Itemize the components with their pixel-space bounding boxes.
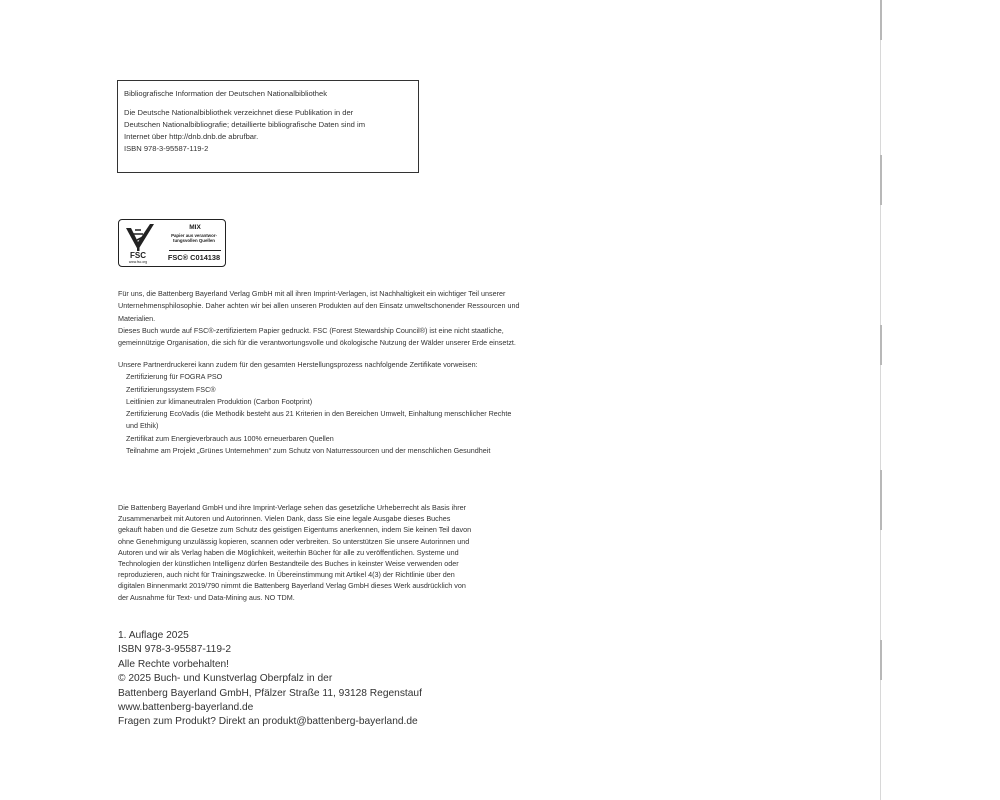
copyright-line: der Ausnahme für Text- und Data-Mining aus. NO TDM. [118,592,295,602]
website-link[interactable]: www.battenberg-bayerland.de [118,702,254,714]
sustainability-line: Unternehmensphilosophie. Daher achten wir bei allen unseren Produkten auf den Einsatz umweltschonender Ressourcen und [118,301,520,311]
fsc-url: www.fsc.org [128,260,148,264]
fsc-source-line: tungsvollen Quellen [173,238,215,244]
rule-tick [880,0,882,40]
certificate-item-continuation: und Ethik) [126,421,159,431]
certificate-item: Zertifizierung für FOGRA PSO [126,372,223,382]
page-edge-rule [880,0,881,800]
fsc-divider [169,250,221,251]
bibliographic-info-box [117,80,419,173]
isbn-line: ISBN 978-3-95587-119-2 [118,644,232,656]
sustainability-line: Dieses Buch wurde auf FSC®-zertifiziertem Papier gedruckt. FSC (Forest Stewardship Council®) ist eine nicht staatliche, [118,325,504,335]
publisher-address-line: Battenberg Bayerland GmbH, Pfälzer Straße 11, 93128 Regenstauf [118,687,422,699]
sustainability-paragraph [118,288,520,349]
rule-tick [880,155,882,205]
sustainability-line: Materialien. [118,313,156,323]
fsc-mix-label: MIX [189,224,201,231]
copyright-line: Die Battenberg Bayerland GmbH und ihre Imprint-Verlage sehen das gesetzliche Urheberrecht als Basis ihrer [118,503,466,512]
certificates-list [118,359,511,457]
certificates-intro: Unsere Partnerdruckerei kann zudem für den gesamten Herstellungsprozess nachfolgende Zertifikate vorweisen: [118,360,478,369]
copyright-paragraph [118,502,471,603]
copyright-line: Zusammenarbeit mit Autoren und Autorinnen. Vielen Dank, dass Sie eine legale Ausgabe dieses Buches [118,514,451,524]
certificate-item: Zertifizierungssystem FSC® [126,384,216,394]
bibliographic-line: Internet über http://dnb.dnb.de abrufbar. [124,132,259,141]
copyright-line: Autoren und wir als Verlag haben die Möglichkeit, weiterhin Bücher für alle zu veröffentlichen. Systeme und [118,547,459,557]
copyright-line: ohne Genehmigung unzulässig kopieren, scannen oder verbreiten. So unterstützen Sie unsere Autorinnen und [118,536,470,546]
contact-line[interactable]: Fragen zum Produkt? Direkt an produkt@battenberg-bayerland.de [118,716,418,728]
bibliographic-heading: Bibliografische Information der Deutschen Nationalbibliothek [124,89,328,98]
fsc-source-line: Papier aus verantwor- [171,233,217,238]
edition-line: 1. Auflage 2025 [118,630,189,641]
sustainability-line: Für uns, die Battenberg Bayerland Verlag GmbH mit all ihren Imprint-Verlagen, ist Nachhaltigkeit ein wichtiger Teil unserer [118,289,506,298]
fsc-license-code: FSC® C014138 [167,253,221,262]
fsc-tree-checkmark-icon [121,222,157,264]
copyright-line: reproduzieren, auch nicht für Trainingszwecke. In Übereinstimmung mit Artikel 4(3) der Richtlinie über den [118,570,455,580]
copyright-line: Technologien der künstlichen Intelligenz dürfen Bestandteile des Buches in keinster Weise verwenden oder [118,559,459,569]
certificate-item: Teilnahme am Projekt „Grünes Unternehmen“ zum Schutz von Naturressourcen und der menschlichen Gesundheit [126,446,491,456]
sustainability-line: gemeinnützige Organisation, die sich für die verantwortungsvolle und ökologische Nutzung der Wälder unserer Erde einsetzt. [118,338,516,348]
imprint-block [118,629,422,730]
copyright-line: digitalen Binnenmarkt 2019/790 nimmt die Battenberg Bayerland Verlag GmbH dieses Werk ausdrücklich von [118,581,466,591]
certificate-item: Zertifikat zum Energieverbrauch aus 100% erneuerbaren Quellen [126,433,334,443]
copyright-line: gekauft haben und die Gesetze zum Schutz des geistigen Eigentums anerkennen, indem Sie keinen Teil davon [118,525,472,535]
rights-line: Alle Rechte vorbehalten! [118,658,229,670]
rule-tick [880,325,882,365]
fsc-source-label [163,233,225,243]
rule-tick [880,470,882,530]
certificate-item: Leitlinien zur klimaneutralen Produktion (Carbon Footprint) [126,396,313,406]
certificate-item: Zertifizierung EcoVadis (die Methodik besteht aus 21 Kriterien in den Bereichen Umwelt, Einhaltung menschlicher Rechte [126,409,512,419]
fsc-logo [118,219,226,267]
rule-tick [880,640,882,680]
publisher-line: © 2025 Buch- und Kunstverlag Oberpfalz in der [118,673,333,685]
bibliographic-line: Deutschen Nationalbibliografie; detaillierte bibliografische Daten sind im [124,120,366,129]
bibliographic-line: Die Deutsche Nationalbibliothek verzeichnet diese Publikation in der [124,108,354,117]
bibliographic-isbn: ISBN 978-3-95587-119-2 [124,144,209,153]
fsc-brand: FSC [130,251,146,260]
